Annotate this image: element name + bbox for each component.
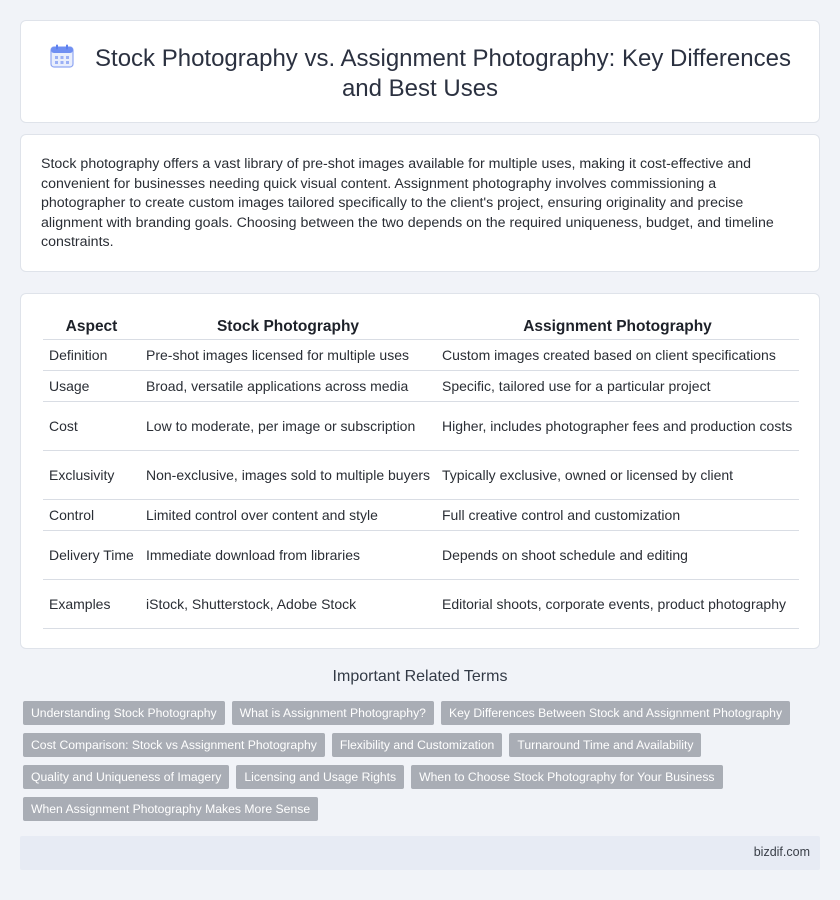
table-row [43, 580, 799, 629]
related-term-tag[interactable]: What is Assignment Photography? [232, 701, 434, 725]
table-row [43, 340, 799, 371]
comparison-table-card [20, 293, 820, 649]
table-row [43, 371, 799, 402]
page-title-wrap [21, 43, 819, 104]
table-row [43, 500, 799, 531]
related-term-tag[interactable]: Cost Comparison: Stock vs Assignment Photography [23, 733, 325, 757]
cell-stock: iStock, Shutterstock, Adobe Stock [140, 580, 436, 629]
intro-paragraph: Stock photography offers a vast library of pre-shot images available for multiple uses, making it cost-effective and convenient for businesses needing quick visual content. Assignment photography involves commissioning a photographer to create custom images tailored specifically to the client's project, ensuring originality and precise alignment with branding goals. Choosing between the two depends on the required uniqueness, budget, and timeline constraints. [41, 156, 774, 250]
cell-aspect: Examples [43, 580, 140, 629]
cell-assignment: Depends on shoot schedule and editing [436, 531, 799, 580]
cell-stock: Immediate download from libraries [140, 531, 436, 580]
related-terms-list [23, 701, 813, 821]
cell-assignment: Typically exclusive, owned or licensed by client [436, 451, 799, 500]
table-row [43, 451, 799, 500]
page-title: Stock Photography vs. Assignment Photography: Key Differences and Best Uses [95, 45, 791, 102]
related-term-tag[interactable]: Quality and Uniqueness of Imagery [23, 765, 229, 789]
footer-site-link[interactable]: bizdif.com [753, 845, 810, 859]
cell-assignment: Editorial shoots, corporate events, product photography [436, 580, 799, 629]
table-header-row [43, 312, 799, 340]
table-row [43, 531, 799, 580]
cell-assignment: Full creative control and customization [436, 500, 799, 531]
calendar-icon [49, 43, 75, 69]
related-term-tag[interactable]: Understanding Stock Photography [23, 701, 225, 725]
cell-stock: Low to moderate, per image or subscription [140, 402, 436, 451]
related-term-tag[interactable]: When Assignment Photography Makes More Sense [23, 797, 318, 821]
header-card [20, 20, 820, 123]
cell-assignment: Custom images created based on client specifications [436, 340, 799, 371]
cell-aspect: Cost [43, 402, 140, 451]
cell-aspect: Control [43, 500, 140, 531]
related-term-tag[interactable]: Flexibility and Customization [332, 733, 502, 757]
cell-aspect: Definition [43, 340, 140, 371]
cell-stock: Limited control over content and style [140, 500, 436, 531]
footer-bar [20, 836, 820, 870]
cell-aspect: Usage [43, 371, 140, 402]
table-row [43, 402, 799, 451]
cell-assignment: Specific, tailored use for a particular project [436, 371, 799, 402]
header-aspect: Aspect [43, 312, 140, 340]
intro-card [20, 134, 820, 272]
cell-aspect: Exclusivity [43, 451, 140, 500]
cell-stock: Non-exclusive, images sold to multiple buyers [140, 451, 436, 500]
cell-stock: Broad, versatile applications across media [140, 371, 436, 402]
related-terms-title: Important Related Terms [332, 668, 508, 685]
cell-stock: Pre-shot images licensed for multiple uses [140, 340, 436, 371]
related-term-tag[interactable]: Key Differences Between Stock and Assignment Photography [441, 701, 790, 725]
comparison-table [43, 312, 799, 629]
header-stock: Stock Photography [140, 312, 436, 340]
related-term-tag[interactable]: When to Choose Stock Photography for Your Business [411, 765, 722, 789]
cell-aspect: Delivery Time [43, 531, 140, 580]
header-assignment: Assignment Photography [436, 312, 799, 340]
cell-assignment: Higher, includes photographer fees and production costs [436, 402, 799, 451]
related-term-tag[interactable]: Licensing and Usage Rights [236, 765, 404, 789]
related-term-tag[interactable]: Turnaround Time and Availability [509, 733, 701, 757]
